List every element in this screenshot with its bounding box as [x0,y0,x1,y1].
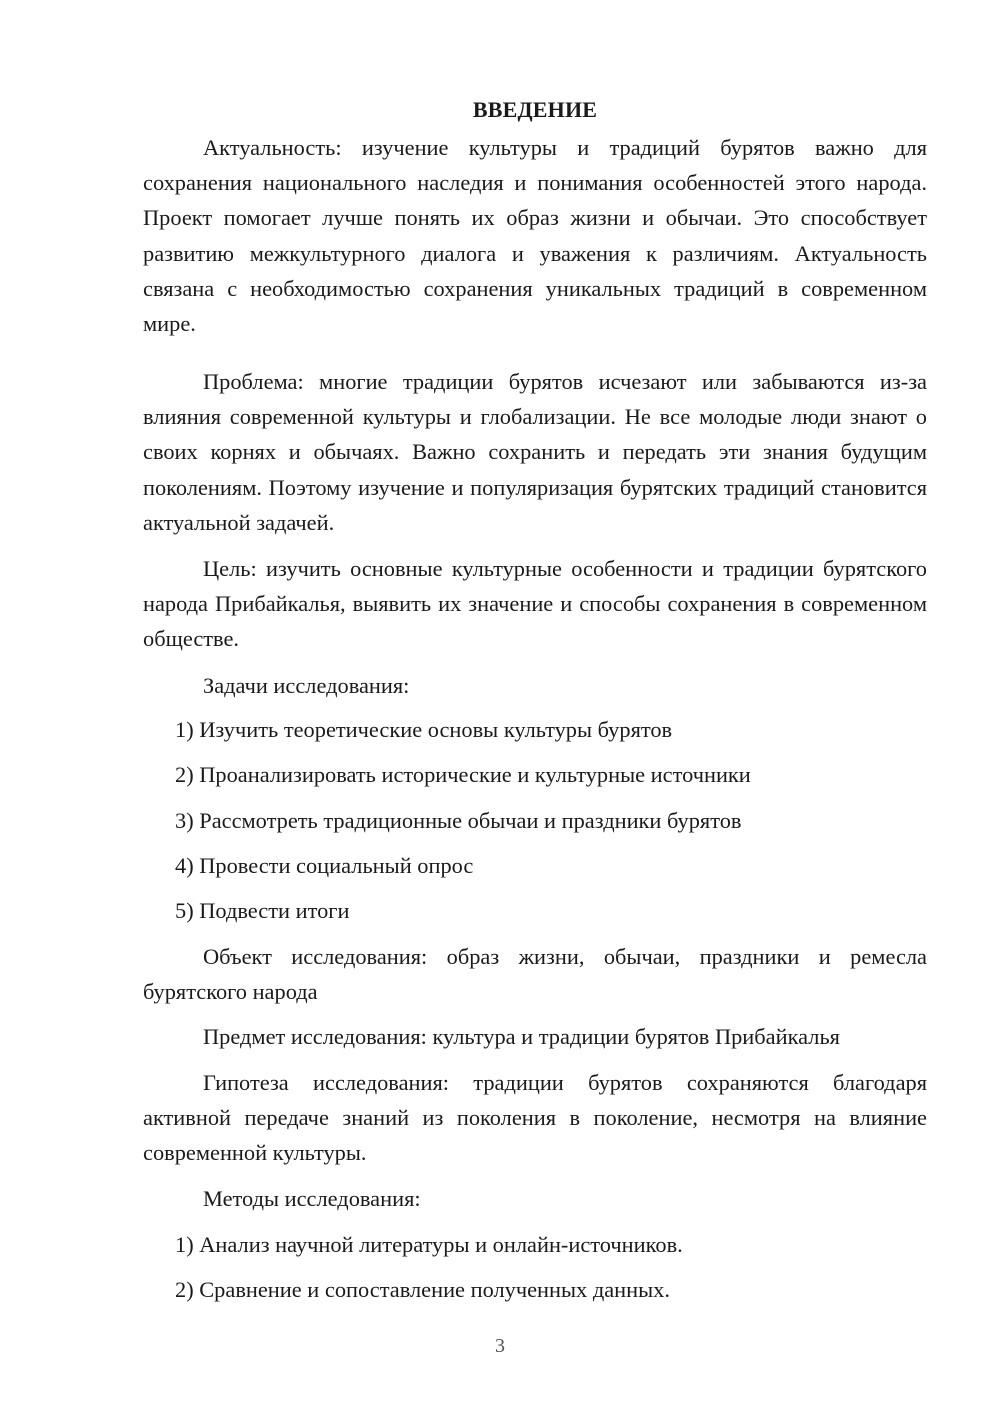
task-item-2: 2) Проанализировать исторические и культурные источники [175,762,751,787]
task-item-3: 3) Рассмотреть традиционные обычаи и праздники бурятов [175,808,742,833]
tasks-heading: Задачи исследования: [203,673,410,698]
goal-paragraph: Цель: изучить основные культурные особенности и традиции бурятского народа Прибайкалья, выявить их значение и способы сохранения в современном обществе. [143,556,927,652]
task-item-4: 4) Провести социальный опрос [175,853,474,878]
relevance-paragraph: Актуальность: изучение культуры и традиций бурятов важно для сохранения национального наследия и понимания особенностей этого народа. Проект помогает лучше понять их образ жизни и обычаи. Это способствует развитию межкультурного диалога и уважения к различиям. Актуальность связана с необходимостью сохранения уникальных традиций в современном мире. [143,135,927,337]
methods-heading: Методы исследования: [203,1186,421,1211]
problem-paragraph: Проблема: многие традиции бурятов исчезают или забываются из-за влияния современной культуры и глобализации. Не все молодые люди знают о своих корнях и обычаях. Важно сохранить и передать эти знания будущим поколениям. Поэтому изучение и популяризация бурятских традиций становится актуальной задачей. [143,369,927,535]
subject-line: Предмет исследования: культура и традиции бурятов Прибайкалья [203,1024,840,1049]
task-item-1: 1) Изучить теоретические основы культуры бурятов [175,717,673,742]
object-paragraph: Объект исследования: образ жизни, обычаи, праздники и ремесла бурятского народа [143,944,927,1005]
method-item-1: 1) Анализ научной литературы и онлайн-источников. [175,1232,683,1257]
hypothesis-paragraph: Гипотеза исследования: традиции бурятов сохраняются благодаря активной передаче знаний из поколения в поколение, несмотря на влияние современной культуры. [143,1070,927,1166]
page-number: 3 [495,1335,505,1357]
method-item-2: 2) Сравнение и сопоставление полученных данных. [175,1277,670,1302]
section-title: ВВЕДЕНИЕ [472,97,598,122]
task-item-5: 5) Подвести итоги [175,898,350,923]
